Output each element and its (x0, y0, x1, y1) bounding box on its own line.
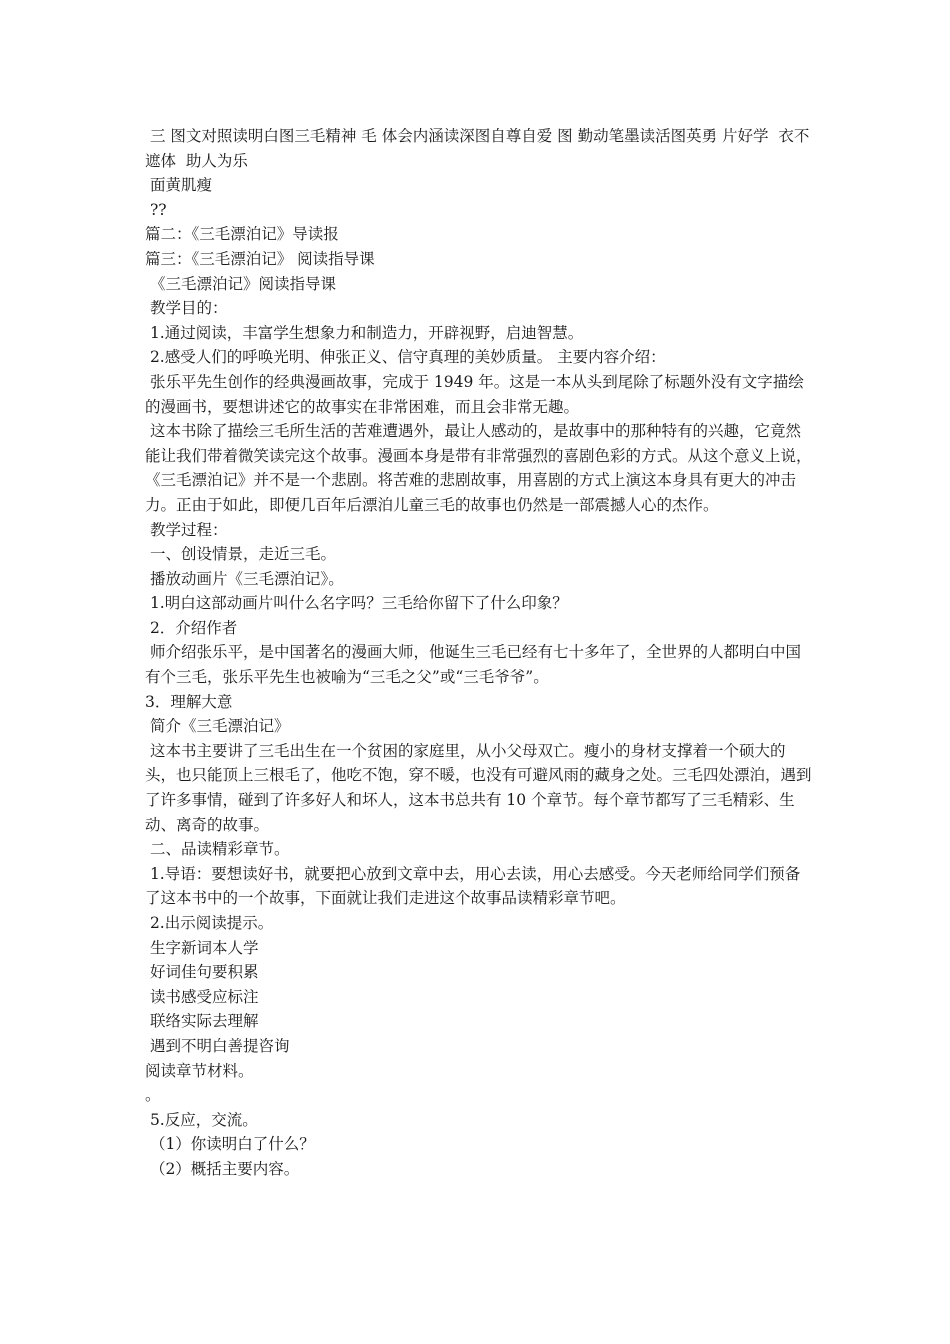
text-line: 3．理解大意 (145, 692, 233, 711)
text-line: ?? (145, 200, 167, 219)
paragraph: 这本书主要讲了三毛出生在一个贫困的家庭里，从小父母双亡。瘦小的身材支撑着一个硕大的头，也只能顶上三根毛了，他吃不饱，穿不暖，也没有可避风雨的藏身之处。三毛四处漂泊，遇到了许多事情，碰到了许多好人和坏人，这本书总共有 10 个章节。每个章节都写了三毛精彩、生动、离奇的故事。 (145, 741, 812, 834)
paragraph: 师介绍张乐平，是中国著名的漫画大师，他诞生三毛已经有七十多年了，全世界的人都明白中国有个三毛，张乐平先生也被喻为“三毛之父”或“三毛爷爷”。 (145, 643, 801, 687)
text-line: 教学目的： (145, 299, 228, 318)
text-line: 2.出示阅读提示。 (145, 914, 274, 932)
text-line: 1.明白这部动画片叫什么名字吗？三毛给你留下了什么印象？ (145, 594, 568, 613)
text-line: 2．介绍作者 (145, 618, 238, 637)
list-item: 遇到不明白善提咨询 (145, 1036, 290, 1055)
list-item: 好词佳句要积累 (145, 963, 259, 982)
section-heading: 篇二：《三毛漂泊记》导读报 (145, 225, 339, 244)
document-body (145, 124, 815, 1182)
section-heading: 篇三：《三毛漂泊记》 阅读指导课 (145, 249, 375, 268)
lesson-title: 《三毛漂泊记》阅读指导课 (145, 274, 336, 293)
text-line: （2）概括主要内容。 (145, 1159, 300, 1178)
paragraph: 这本书除了描绘三毛所生活的苦难遭遇外，最让人感动的，是故事中的那种特有的兴趣，它竟然能让我们带着微笑读完这个故事。漫画本身是带有非常强烈的喜剧色彩的方式。从这个意义上说，《三毛漂泊记》并不是一个悲剧。将苦难的悲剧故事，用喜剧的方式上演这本身具有更大的冲击力。正由于如此，即便几百年后漂泊儿童三毛的故事也仍然是一部震撼人心的杰作。 (145, 422, 812, 514)
text-line: 二、品读精彩章节。 (145, 840, 290, 859)
text-line: 一、创设情景，走近三毛。 (145, 545, 336, 564)
list-item: 联络实际去理解 (145, 1012, 259, 1031)
text-line: 三 图文对照读明白图三毛精神 毛 体会内涵读深图自尊自爱 图 勤动笔墨读活图英勇 片好学 衣不遮体 助人为乐 (145, 127, 810, 170)
paragraph: 张乐平先生创作的经典漫画故事，完成于 1949 年。这是一本从头到尾除了标题外没有文字描绘的漫画书，要想讲述它的故事实在非常困难，而且会非常无趣。 (145, 372, 804, 416)
text-line: 教学过程： (145, 520, 228, 539)
text-line: 1.通过阅读，丰富学生想象力和制造力，开辟视野，启迪智慧。 (145, 323, 584, 342)
text-line: 。 (145, 1086, 161, 1105)
list-item: 生字新词本人学 (145, 938, 259, 957)
list-item: 读书感受应标注 (145, 987, 259, 1006)
text-line: 简介《三毛漂泊记》 (145, 717, 290, 736)
text-line: 5.反应，交流。 (145, 1110, 258, 1129)
text-line: 面黄肌瘦 (145, 176, 212, 195)
text-line: 播放动画片《三毛漂泊记》。 (145, 569, 344, 588)
text-line: 2.感受人们的呼唤光明、伸张正义、信守真理的美妙质量。 主要内容介绍： (145, 348, 666, 367)
text-line: （1）你读明白了什么？ (145, 1135, 315, 1154)
paragraph: 1.导语：要想读好书，就要把心放到文章中去，用心去读，用心去感受。今天老师给同学们预备了这本书中的一个故事，下面就让我们走进这个故事品读精彩章节吧。 (145, 864, 801, 908)
text-line: 阅读章节材料。 (145, 1061, 254, 1080)
